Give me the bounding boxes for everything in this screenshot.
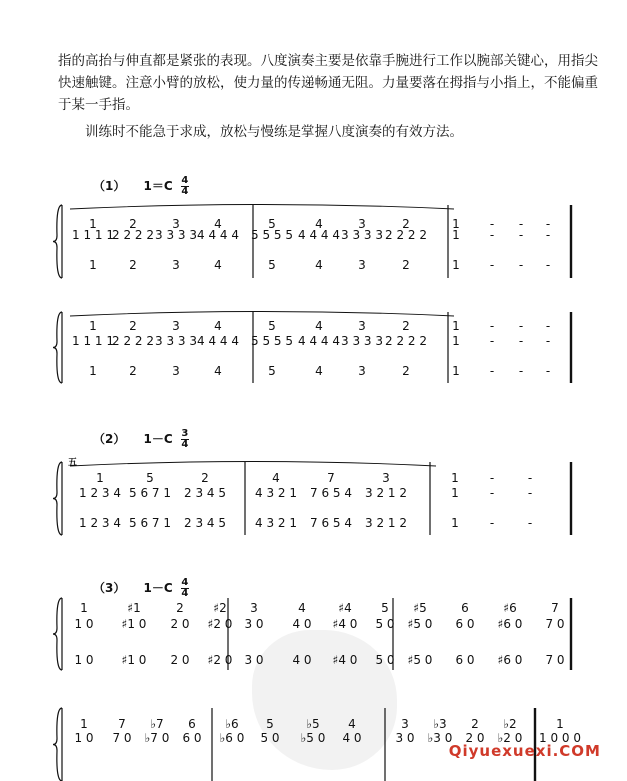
bass-note: 1 2 3 4 — [79, 516, 121, 530]
bass-note: 3 — [358, 364, 366, 378]
octave-note: 4 0 — [292, 617, 312, 631]
treble-note: ♭6 — [225, 717, 239, 731]
system-brace — [53, 312, 62, 383]
octave-note: 4 4 4 4 — [298, 334, 340, 348]
treble-note: 1 — [556, 717, 564, 731]
treble-note: ♭5 — [306, 717, 320, 731]
octave-note: - — [527, 486, 533, 500]
time-signature: $\frac{4}{4}$ — [181, 577, 189, 599]
treble-note: 4 — [214, 217, 222, 231]
bass-note: - — [489, 258, 495, 272]
body-paragraph-1: 指的高抬与伸直都是紧张的表现。八度演奏主要是依靠手腕进行工作以腕部关键心，用指尖快速触键。注意小臂的放松，使力量的传递畅通无阻。力量要落在拇指与小指上，不能偏重于某一手指。 — [58, 53, 598, 113]
treble-note: 1 — [80, 601, 88, 615]
octave-note: ♯5 0 — [407, 617, 433, 631]
treble-note: 1 — [451, 471, 459, 485]
octave-note: 3 3 3 3 — [341, 228, 383, 242]
treble-note: ♭3 — [433, 717, 447, 731]
exercise-number: （1） — [93, 179, 126, 193]
exercise-number: （2） — [93, 432, 126, 446]
bass-note: 3 — [358, 258, 366, 272]
octave-note: 2 2 2 2 — [385, 334, 427, 348]
bass-note: ♯1 0 — [121, 653, 147, 667]
bass-note: 4 — [315, 258, 323, 272]
octave-note: 4 0 — [342, 731, 362, 745]
treble-note: ♯6 — [503, 601, 517, 615]
bass-note: - — [545, 258, 551, 272]
system-brace — [53, 205, 62, 278]
treble-note: - — [518, 319, 524, 333]
treble-note: - — [518, 217, 524, 231]
octave-note: ♭2 0 — [497, 731, 523, 745]
treble-note: 2 — [129, 319, 137, 333]
bass-note: 5 — [268, 364, 276, 378]
treble-note: 2 — [402, 217, 410, 231]
bass-note: - — [489, 516, 495, 530]
bass-note: 7 0 — [545, 653, 565, 667]
treble-note: 4 — [272, 471, 280, 485]
bass-note: 3 — [172, 364, 180, 378]
time-signature: $\frac{3}{4}$ — [181, 428, 189, 450]
treble-note: 7 — [551, 601, 559, 615]
treble-note: 3 — [250, 601, 258, 615]
octave-note: 6 0 — [455, 617, 475, 631]
octave-note: 3 2 1 2 — [365, 486, 407, 500]
octave-note: 2 0 — [170, 617, 190, 631]
octave-note: 1 1 1 1 — [72, 334, 114, 348]
bass-note: ♯2 0 — [207, 653, 233, 667]
bass-note: 1 — [89, 364, 97, 378]
octave-note: 5 0 — [375, 617, 395, 631]
bass-note: 3 0 — [244, 653, 264, 667]
octave-note: 1 0 0 0 — [539, 731, 581, 745]
bass-note: 5 — [268, 258, 276, 272]
octave-note: 2 2 2 2 — [385, 228, 427, 242]
bass-note: 2 0 — [170, 653, 190, 667]
octave-note: 6 0 — [182, 731, 202, 745]
time-signature: $\frac{4}{4}$ — [181, 175, 189, 197]
bass-note: 4 3 2 1 — [255, 516, 297, 530]
bass-note: 3 — [172, 258, 180, 272]
treble-note: 6 — [188, 717, 196, 731]
octave-note: 5 0 — [260, 731, 280, 745]
treble-note: 4 — [298, 601, 306, 615]
bass-note: - — [545, 364, 551, 378]
bass-note: 1 — [451, 516, 459, 530]
key-signature: 1－C — [143, 432, 173, 446]
bass-note: 5 0 — [375, 653, 395, 667]
treble-note: 5 — [146, 471, 154, 485]
octave-note: 2 3 4 5 — [184, 486, 226, 500]
bass-note: 2 — [129, 258, 137, 272]
treble-note: ♯1 — [127, 601, 141, 615]
treble-note: 2 — [176, 601, 184, 615]
bass-note: - — [518, 364, 524, 378]
octave-note: 4 4 4 4 — [298, 228, 340, 242]
bass-note: 2 — [402, 258, 410, 272]
octave-note: 4 4 4 4 — [197, 334, 239, 348]
treble-note: 6 — [461, 601, 469, 615]
treble-note: 1 — [89, 319, 97, 333]
bass-note: 1 — [452, 258, 460, 272]
bass-note: 7 6 5 4 — [310, 516, 352, 530]
octave-note: - — [518, 228, 524, 242]
bass-note: ♯6 0 — [497, 653, 523, 667]
octave-note: 4 4 4 4 — [197, 228, 239, 242]
octave-note: 1 — [452, 228, 460, 242]
bass-note: 6 0 — [455, 653, 475, 667]
octave-note: 5 5 5 5 — [251, 228, 293, 242]
octave-note: - — [545, 228, 551, 242]
treble-note: 4 — [214, 319, 222, 333]
octave-note: 1 1 1 1 — [72, 228, 114, 242]
octave-note: ♭6 0 — [219, 731, 245, 745]
treble-note: 5 — [268, 319, 276, 333]
bass-note: 2 — [129, 364, 137, 378]
slur — [70, 205, 454, 210]
treble-note: 7 — [118, 717, 126, 731]
bass-note: ♯4 0 — [332, 653, 358, 667]
octave-note: ♯1 0 — [121, 617, 147, 631]
octave-note: - — [545, 334, 551, 348]
treble-note: ♯5 — [413, 601, 427, 615]
bass-note: 2 3 4 5 — [184, 516, 226, 530]
octave-note: 5 6 7 1 — [129, 486, 171, 500]
treble-note: 3 — [172, 217, 180, 231]
system-brace — [53, 598, 62, 670]
treble-note: 1 — [96, 471, 104, 485]
treble-note: ♭2 — [503, 717, 517, 731]
octave-note: 1 0 — [74, 617, 94, 631]
treble-note: 2 — [129, 217, 137, 231]
bass-note: 4 — [214, 258, 222, 272]
treble-note: 5 — [266, 717, 274, 731]
system-brace — [53, 708, 62, 781]
body-paragraph-2: 训练时不能急于求成，放松与慢练是掌握八度演奏的有效方法。 — [85, 124, 463, 140]
octave-note: 2 2 2 2 — [112, 334, 154, 348]
treble-note: 4 — [315, 319, 323, 333]
octave-note: 1 0 — [74, 731, 94, 745]
octave-note: 4 3 2 1 — [255, 486, 297, 500]
fingering-mark: 五 — [68, 458, 78, 468]
bass-note: 1 0 — [74, 653, 94, 667]
octave-note: 7 0 — [112, 731, 132, 745]
treble-note: 3 — [358, 217, 366, 231]
bass-note: 2 — [402, 364, 410, 378]
treble-note: ♯2 — [213, 601, 227, 615]
bass-note: 4 0 — [292, 653, 312, 667]
treble-note: 2 — [402, 319, 410, 333]
key-signature: 1－C — [143, 581, 173, 595]
treble-note: - — [489, 471, 495, 485]
octave-note: 7 0 — [545, 617, 565, 631]
octave-note: 2 2 2 2 — [112, 228, 154, 242]
treble-note: 3 — [172, 319, 180, 333]
octave-note: 1 — [451, 486, 459, 500]
treble-note: 2 — [201, 471, 209, 485]
bass-note: 4 — [315, 364, 323, 378]
bass-note: 5 6 7 1 — [129, 516, 171, 530]
octave-note: 3 3 3 3 — [155, 334, 197, 348]
octave-note: 3 0 — [395, 731, 415, 745]
bass-note: ♯5 0 — [407, 653, 433, 667]
treble-note: 7 — [327, 471, 335, 485]
octave-note: ♭3 0 — [427, 731, 453, 745]
treble-note: 4 — [315, 217, 323, 231]
treble-note: 5 — [381, 601, 389, 615]
octave-note: ♭5 0 — [300, 731, 326, 745]
octave-note: ♯6 0 — [497, 617, 523, 631]
bass-note: 3 2 1 2 — [365, 516, 407, 530]
octave-note: ♯2 0 — [207, 617, 233, 631]
key-signature: 1＝C — [143, 179, 173, 193]
octave-note: 2 0 — [465, 731, 485, 745]
treble-note: 1 — [452, 217, 460, 231]
treble-note: 3 — [382, 471, 390, 485]
system-brace — [53, 462, 62, 535]
bass-note: 1 — [452, 364, 460, 378]
watermark-text: Qiyuexuexi.COM — [448, 742, 601, 760]
treble-note: - — [545, 217, 551, 231]
treble-note: - — [489, 319, 495, 333]
bass-note: - — [527, 516, 533, 530]
bass-note: 1 — [89, 258, 97, 272]
octave-note: 3 3 3 3 — [341, 334, 383, 348]
treble-note: 4 — [348, 717, 356, 731]
treble-note: ♭7 — [150, 717, 164, 731]
octave-note: - — [489, 228, 495, 242]
treble-note: 1 — [89, 217, 97, 231]
treble-note: ♯4 — [338, 601, 352, 615]
slur — [70, 312, 454, 317]
slur — [70, 462, 436, 467]
treble-note: 2 — [471, 717, 479, 731]
octave-note: 7 6 5 4 — [310, 486, 352, 500]
octave-note: 1 2 3 4 — [79, 486, 121, 500]
treble-note: 3 — [358, 319, 366, 333]
octave-note: - — [489, 334, 495, 348]
octave-note: - — [518, 334, 524, 348]
treble-note: - — [545, 319, 551, 333]
treble-note: 3 — [401, 717, 409, 731]
treble-note: 1 — [452, 319, 460, 333]
treble-note: 1 — [80, 717, 88, 731]
octave-note: 1 — [452, 334, 460, 348]
octave-note: 5 5 5 5 — [251, 334, 293, 348]
exercise-number: （3） — [93, 581, 126, 595]
octave-note: 3 0 — [244, 617, 264, 631]
octave-note: 3 3 3 3 — [155, 228, 197, 242]
octave-note: ♯4 0 — [332, 617, 358, 631]
treble-note: - — [489, 217, 495, 231]
treble-note: - — [527, 471, 533, 485]
octave-note: ♭7 0 — [144, 731, 170, 745]
octave-note: - — [489, 486, 495, 500]
bass-note: - — [518, 258, 524, 272]
bass-note: 4 — [214, 364, 222, 378]
bass-note: - — [489, 364, 495, 378]
treble-note: 5 — [268, 217, 276, 231]
